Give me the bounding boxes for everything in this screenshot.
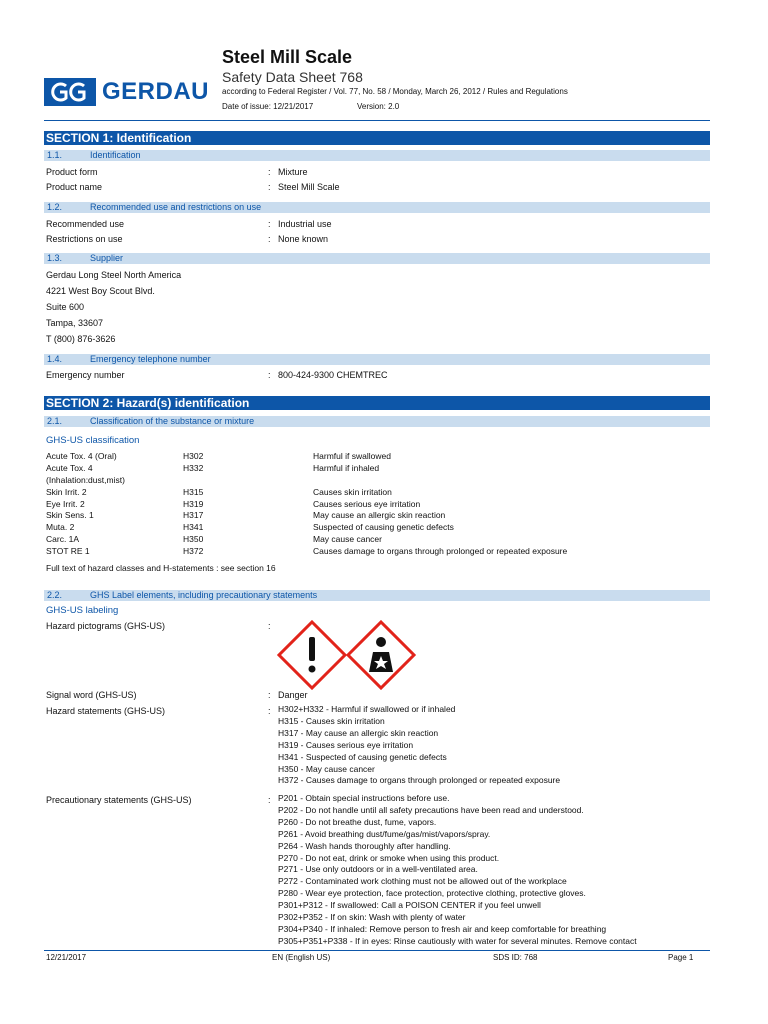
precautionary-statement: P272 - Contaminated work clothing must not be allowed out of the workplace [278, 876, 567, 887]
document-subtitle: Safety Data Sheet 768 [222, 69, 363, 85]
subsection-number: 1.3. [47, 253, 63, 263]
precautionary-statement: P304+P340 - If inhaled: Remove person to fresh air and keep comfortable for breathing [278, 923, 607, 934]
subsection-number: 2.1. [47, 416, 63, 426]
precautionary-statement: P302+P352 - If on skin: Wash with plenty of water [278, 912, 466, 923]
recommended-use-label: Recommended use [46, 219, 125, 229]
hazard-class: Skin Irrit. 2 [46, 487, 87, 497]
classification-row [46, 534, 706, 545]
supplier-phone: T (800) 876-3626 [46, 334, 116, 344]
h-code: H319 [183, 499, 204, 509]
precautionary-statement: P264 - Wash hands thoroughly after handling. [278, 840, 451, 851]
precautionary-statement: P305+P351+P338 - If in eyes: Rinse cautiously with water for several minutes. Remove contact [278, 935, 637, 946]
recommended-use-value: Industrial use [278, 219, 332, 229]
subsection-number: 1.1. [47, 150, 63, 160]
subsection-1-2 [44, 202, 710, 213]
document-title: Steel Mill Scale [222, 47, 353, 67]
footer-page: Page 1 [668, 953, 694, 962]
hazard-statement: H302+H332 - Harmful if swallowed or if inhaled [278, 704, 456, 714]
emergency-label: Emergency number [46, 370, 125, 380]
company-name: GERDAU [102, 78, 210, 105]
subsection-2-2 [44, 590, 710, 601]
company-logo [44, 78, 209, 106]
subsection-2-1 [44, 416, 710, 427]
hazard-statement: H315 - Causes skin irritation [278, 715, 385, 726]
hazard-statement: H319 - Causes serious eye irritation [278, 739, 414, 750]
precautionary-statements-list [278, 793, 637, 948]
hazard-description: May cause cancer [313, 534, 382, 544]
precautionary-label: Precautionary statements (GHS-US) [46, 795, 192, 805]
subsection-number: 1.2. [47, 202, 63, 212]
h-code: H302 [183, 451, 204, 461]
subsection-1-4 [44, 354, 710, 365]
gerdau-logo-icon [44, 78, 96, 106]
hazard-description: Causes skin irritation [313, 487, 392, 497]
hazard-statements-label: Hazard statements (GHS-US) [46, 706, 166, 716]
subsection-1-1 [44, 150, 710, 161]
section-2-header: SECTION 2: Hazard(s) identification [44, 396, 710, 410]
restrictions-label: Restrictions on use [46, 234, 123, 244]
hazard-statement: H350 - May cause cancer [278, 763, 375, 774]
h-code: H341 [183, 522, 204, 532]
hazard-statements-list [278, 704, 560, 787]
subsection-1-3 [44, 253, 710, 264]
colon: : [268, 621, 271, 631]
regulation-reference: according to Federal Register / Vol. 77, No. 58 / Monday, March 26, 2012 / Rules and Regulations [222, 87, 568, 96]
section-1-header: SECTION 1: Identification [44, 131, 710, 145]
classification-row [46, 510, 706, 521]
classification-row [46, 451, 706, 462]
subsection-number: 2.2. [47, 590, 63, 600]
h-code: H317 [183, 510, 204, 520]
colon: : [268, 219, 271, 229]
health-hazard-icon [348, 622, 414, 688]
precautionary-statement: P260 - Do not breathe dust, fume, vapors. [278, 816, 437, 827]
product-name-value: Steel Mill Scale [278, 182, 340, 192]
precautionary-statement: P201 - Obtain special instructions before use. [278, 793, 450, 803]
colon: : [268, 234, 271, 244]
colon: : [268, 706, 271, 716]
hazard-statement: H341 - Suspected of causing genetic defects [278, 751, 447, 762]
precautionary-statement: P202 - Do not handle until all safety precautions have been read and understood. [278, 804, 584, 815]
ghs-classification-title: GHS-US classification [46, 435, 140, 446]
exclamation-mark-icon [279, 622, 345, 688]
subsection-title: Classification of the substance or mixture [90, 416, 255, 426]
colon: : [268, 370, 271, 380]
classification-row [46, 463, 706, 474]
hazard-description: Causes serious eye irritation [313, 499, 421, 509]
subsection-title: Supplier [90, 253, 124, 263]
hazard-class: Skin Sens. 1 [46, 510, 94, 520]
h-code: H350 [183, 534, 204, 544]
subsection-title: Emergency telephone number [90, 354, 211, 364]
classification-row [46, 499, 706, 510]
precautionary-statement: P271 - Use only outdoors or in a well-ventilated area. [278, 864, 478, 875]
restrictions-value: None known [278, 234, 329, 244]
hazard-class: Acute Tox. 4 [46, 463, 93, 473]
hazard-class: STOT RE 1 [46, 546, 90, 556]
pictograms-label: Hazard pictograms (GHS-US) [46, 621, 166, 631]
footer-date: 12/21/2017 [46, 953, 87, 962]
ghs-labeling-title: GHS-US labeling [46, 605, 119, 616]
product-form-label: Product form [46, 167, 98, 177]
classification-row [46, 475, 706, 486]
colon: : [268, 182, 271, 192]
h-code: H372 [183, 546, 204, 556]
hazard-description: Harmful if inhaled [313, 463, 380, 473]
product-name-label: Product name [46, 182, 103, 192]
signal-word-label: Signal word (GHS-US) [46, 690, 137, 700]
full-text-note: Full text of hazard classes and H-statements : see section 16 [46, 563, 276, 573]
colon: : [268, 690, 271, 700]
supplier-line: Suite 600 [46, 302, 85, 312]
version: Version: 2.0 [357, 102, 400, 111]
classification-row [46, 546, 706, 557]
supplier-line: Tampa, 33607 [46, 318, 104, 328]
header-divider [44, 120, 710, 121]
footer-sds-id: SDS ID: 768 [493, 953, 538, 962]
hazard-description: Suspected of causing genetic defects [313, 522, 454, 532]
footer-language: EN (English US) [272, 953, 331, 962]
footer-divider [44, 950, 710, 951]
signal-word-value: Danger [278, 690, 308, 700]
hazard-class: Muta. 2 [46, 522, 75, 532]
supplier-line: Gerdau Long Steel North America [46, 270, 182, 280]
subsection-title: Identification [90, 150, 141, 160]
subsection-title: GHS Label elements, including precautionary statements [90, 590, 318, 600]
hazard-description: Causes damage to organs through prolonged or repeated exposure [313, 546, 568, 556]
hazard-description: May cause an allergic skin reaction [313, 510, 446, 520]
classification-row [46, 487, 706, 498]
hazard-pictograms [277, 620, 417, 690]
hazard-description: Harmful if swallowed [313, 451, 391, 461]
h-code: H315 [183, 487, 204, 497]
emergency-number: 800-424-9300 CHEMTREC [278, 370, 388, 380]
hazard-statement: H317 - May cause an allergic skin reaction [278, 727, 439, 738]
supplier-line: 4221 West Boy Scout Blvd. [46, 286, 155, 296]
hazard-class: Carc. 1A [46, 534, 80, 544]
subsection-title: Recommended use and restrictions on use [90, 202, 262, 212]
colon: : [268, 795, 271, 805]
precautionary-statement: P280 - Wear eye protection, face protection, protective clothing, protective gloves. [278, 888, 586, 899]
hazard-class: Eye Irrit. 2 [46, 499, 85, 509]
h-code: H332 [183, 463, 204, 473]
colon: : [268, 167, 271, 177]
subsection-number: 1.4. [47, 354, 63, 364]
hazard-class: Acute Tox. 4 (Oral) [46, 451, 117, 461]
classification-row [46, 522, 706, 533]
hazard-class: (Inhalation:dust,mist) [46, 475, 125, 485]
precautionary-statement: P301+P312 - If swallowed: Call a POISON CENTER if you feel unwell [278, 900, 541, 911]
precautionary-statement: P270 - Do not eat, drink or smoke when using this product. [278, 852, 500, 863]
product-form-value: Mixture [278, 167, 308, 177]
issue-date: Date of issue: 12/21/2017 [222, 102, 314, 111]
hazard-statement: H372 - Causes damage to organs through prolonged or repeated exposure [278, 775, 561, 786]
precautionary-statement: P261 - Avoid breathing dust/fume/gas/mist/vapors/spray. [278, 828, 491, 839]
